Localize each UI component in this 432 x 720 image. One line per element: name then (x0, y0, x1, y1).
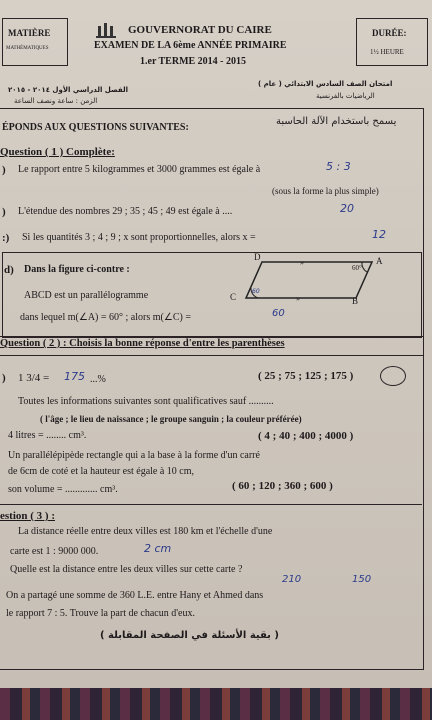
q2-d-line1: Un parallélépipède rectangle qui a la base à la forme d'un carré (8, 450, 260, 461)
q3-a-line3: Quelle est la distance entre les deux villes sur cette carte ? (10, 564, 243, 575)
q2-title: Question ( 2 ) : Choisis la bonne réponse d'entre les parenthèses (0, 338, 285, 349)
q1-d-line1: Dans la figure ci-contre : (24, 264, 130, 275)
q1-b-label: ) (2, 206, 6, 218)
q1-d-line2: ABCD est un parallélogramme (24, 290, 149, 301)
q2-b-choices: ( l'âge ; le lieu de naissance ; le groupe sanguin ; la couleur préférée) (40, 414, 302, 424)
q3-b-line2: le rapport 7 : 5. Trouve la part de chacun d'eux. (6, 608, 195, 619)
subject-box (2, 18, 68, 66)
duration-value: 1½ HEURE (370, 48, 404, 56)
q1-c-text: Si les quantités 3 ; 4 ; 9 ; x sont proportionnelles, alors x = (22, 232, 256, 243)
fig-angle: 60° (352, 264, 362, 272)
q1-a-text: Le rapport entre 5 kilogrammes et 3000 grammes est égale à (18, 164, 261, 175)
q2-d-choices: ( 60 ; 120 ; 360 ; 600 ) (232, 480, 333, 492)
q2-b-text: Toutes les informations suivantes sont qualificatives sauf .......... (18, 396, 274, 407)
q3-a-line1: La distance réelle entre deux villes est 180 km et l'échelle d'une (18, 526, 273, 537)
arabic-term: الفصل الدراسي الأول ٢٠١٤ - ٢٠١٥ (8, 86, 128, 94)
exam-title: EXAMEN DE LA 6ème ANNÉE PRIMAIRE (94, 40, 287, 51)
fig-label-b: B (352, 296, 359, 306)
q2-c-text: 4 litres = ........ cm³. (8, 430, 87, 441)
q1-a-label: ) (2, 164, 6, 176)
q2-a-choices: ( 25 ; 75 ; 125 ; 175 ) (258, 370, 354, 382)
svg-text:»: » (296, 294, 300, 303)
q1-c-answer: 12 (372, 228, 386, 241)
q2-a-circle (380, 366, 406, 386)
term: 1.er TERME 2014 - 2015 (140, 56, 247, 67)
continue-note: ( بقية الأسئلة في الصفحة المقابلة ) (100, 630, 279, 641)
governorate: GOUVERNORAT DU CAIRE (128, 24, 272, 36)
fig-angle-c: 60 (252, 288, 260, 295)
q3-b-hand-1: 210 (282, 574, 302, 585)
duration-box (356, 18, 428, 66)
q2-d-line3: son volume = ............. cm³. (8, 484, 118, 495)
q2-a-text: 1 3/4 = (18, 372, 50, 384)
q1-title: Question ( 1 ) Complète: (0, 146, 115, 158)
q1-b-text: L'étendue des nombres 29 ; 35 ; 45 ; 49 est égale à .... (18, 206, 233, 217)
q3-a-answer: 2 cm (144, 542, 172, 555)
q1-a-answer: 5 : 3 (326, 160, 351, 173)
q1-c-label: :) (2, 232, 10, 244)
q3-a-line2: carte est 1 : 9000 000. (10, 546, 99, 557)
q2-a-percent: ...% (90, 374, 106, 385)
ministry-logo (96, 22, 116, 38)
fig-label-c: C (230, 292, 237, 302)
q3-b-line1: On a partagé une somme de 360 L.E. entre Hany et Ahmed dans (6, 590, 264, 601)
instructions-left: ÉPONDS AUX QUESTIONS SUIVANTES: (2, 122, 189, 133)
subject-title: MATIÈRE (8, 28, 51, 38)
q2-c-choices: ( 4 ; 40 ; 400 ; 4000 ) (258, 430, 354, 442)
background-fabric (0, 688, 432, 720)
q1-d-answer: 60 (272, 308, 285, 319)
arabic-exam: امتحان الصف السادس الابتدائي ( عام ) (258, 80, 393, 88)
instructions-right: يسمح باستخدام الآلة الحاسبة (276, 116, 397, 127)
duration-title: DURÉE: (372, 28, 407, 38)
q2-a-label: ) (2, 372, 6, 384)
q1-b-answer: 20 (340, 202, 354, 215)
arabic-duration: الزمن : ساعة ونصف الساعة (14, 97, 98, 105)
q1-d-line3: dans lequel m(∠A) = 60° ; alors m(∠C) = (20, 312, 191, 323)
q3-divider (0, 504, 422, 505)
q2-d-line2: de 6cm de coté et la hauteur est égale à 10 cm, (8, 466, 195, 477)
q1-a-note: (sous la forme la plus simple) (272, 186, 379, 196)
q3-b-hand-2: 150 (352, 574, 372, 585)
subject-value: MATHÉMATIQUES (6, 46, 49, 51)
fig-label-d: D (254, 252, 261, 262)
fig-label-a: A (376, 256, 383, 266)
q3-title: estion ( 3 ) : (0, 510, 55, 522)
arabic-subject: الرياضيات بالفرنسية (316, 92, 375, 100)
q1-d-label: d) (4, 264, 14, 276)
q2-a-answer: 175 (64, 370, 85, 383)
svg-text:»: » (300, 258, 304, 267)
